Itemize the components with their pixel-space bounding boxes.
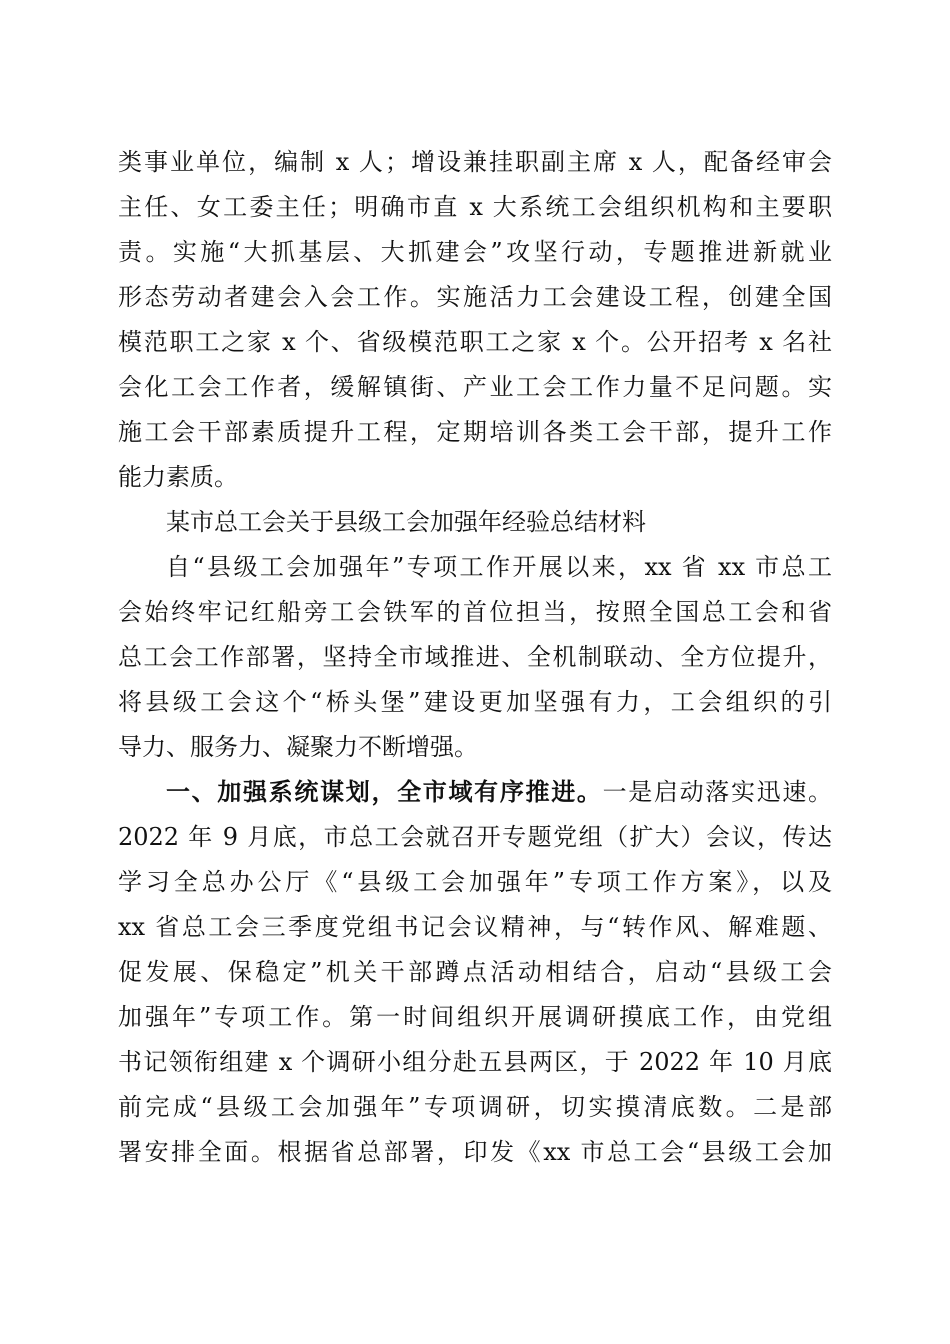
paragraph-line: 会始终牢记红船旁工会铁军的首位担当，按照全国总工会和省 [118,598,832,626]
paragraph-line: 会化工会工作者，缓解镇街、产业工会工作力量不足问题。实 [118,373,832,401]
paragraph-line: 促发展、保稳定”机关干部蹲点活动相结合，启动“县级工会 [118,958,832,986]
paragraph-line: xx 省总工会三季度党组书记会议精神，与“转作风、解难题、 [118,913,832,941]
paragraph-line: 学习全总办公厅《“县级工会加强年”专项工作方案》，以及 [118,868,832,896]
paragraph-line: 主任、女工委主任；明确市直 x 大系统工会组织机构和主要职 [118,193,832,221]
paragraph-line: 2022 年 9 月底，市总工会就召开专题党组（扩大）会议，传达 [118,823,832,851]
section-lead-text: 一是启动落实迅速。 [602,778,833,806]
paragraph-line: 类事业单位，编制 x 人；增设兼挂职副主席 x 人，配备经审会 [118,148,832,176]
paragraph-line: 自“县级工会加强年”专项工作开展以来，xx 省 xx 市总工 [166,553,832,581]
paragraph-line: 形态劳动者建会入会工作。实施活力工会建设工程，创建全国 [118,283,832,311]
paragraph-line: 署安排全面。根据省总部署，印发《xx 市总工会“县级工会加 [118,1138,832,1166]
section-heading-line [166,772,832,812]
paragraph-line: 导力、服务力、凝聚力不断增强。 [118,733,478,761]
paragraph-line: 前完成“县级工会加强年”专项调研，切实摸清底数。二是部 [118,1093,832,1121]
paragraph-line: 能力素质。 [118,463,238,491]
paragraph-line: 模范职工之家 x 个、省级模范职工之家 x 个。公开招考 x 名社 [118,328,832,356]
paragraph-line: 加强年”专项工作。第一时间组织开展调研摸底工作，由党组 [118,1003,832,1031]
paragraph-line: 将县级工会这个“桥头堡”建设更加坚强有力，工会组织的引 [118,688,832,716]
document-title: 某市总工会关于县级工会加强年经验总结材料 [166,508,646,536]
section-heading: 一、加强系统谋划，全市域有序推进。 [166,778,603,806]
paragraph-line: 责。实施“大抓基层、大抓建会”攻坚行动，专题推进新就业 [118,238,832,266]
paragraph-line: 总工会工作部署，坚持全市域推进、全机制联动、全方位提升， [118,643,832,671]
paragraph-line: 施工会干部素质提升工程，定期培训各类工会干部，提升工作 [118,418,832,446]
paragraph-line: 书记领衔组建 x 个调研小组分赴五县两区，于 2022 年 10 月底 [118,1048,832,1076]
